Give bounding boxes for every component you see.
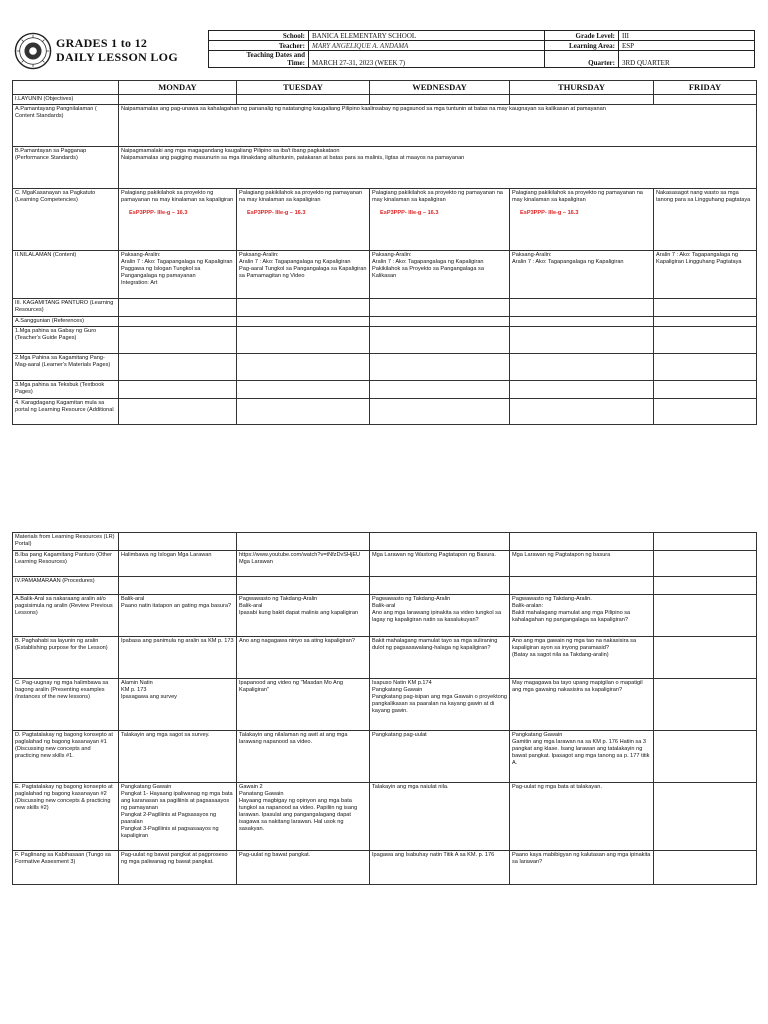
day-cell	[119, 299, 237, 317]
day-header: MONDAY	[119, 81, 237, 95]
table-row	[13, 381, 757, 399]
table-row	[13, 251, 757, 299]
row-label: I.LAYUNIN (Objectives)	[13, 95, 119, 105]
day-cell	[510, 595, 654, 637]
day-cell	[370, 731, 510, 783]
table-row	[13, 533, 757, 551]
day-cell	[510, 381, 654, 399]
day-cell	[654, 354, 757, 381]
day-cell	[237, 189, 370, 251]
table-row	[13, 299, 757, 317]
day-cell	[370, 551, 510, 577]
day-cell	[237, 299, 370, 317]
day-cell	[119, 95, 237, 105]
table-row	[13, 679, 757, 731]
day-cell	[119, 327, 237, 354]
day-cell	[237, 251, 370, 299]
cell-text: Pangkatang Gawain Gamitin ang mga larawan na sa KM p. 176 Hatiin sa 3 pangkat ang klase. Isang larawan ang tatalakayin ng bawat pangkat. Ipasagot ang mga tanong sa p. 177 titik A.	[512, 732, 650, 766]
day-cell	[237, 637, 370, 679]
day-cell	[370, 679, 510, 731]
day-cell	[119, 251, 237, 299]
cell-text: Pag-uulat ng bawat pangkat.	[239, 852, 311, 858]
day-cell	[237, 679, 370, 731]
cell-text: Mga Larawan ng Pagtatapon ng basura	[512, 552, 611, 558]
day-cell	[237, 533, 370, 551]
day-cell	[370, 299, 510, 317]
table-row	[13, 731, 757, 783]
cell-text: Pagwawasto ng Takdang-Aralin Balik-aral Ipasabi kung bakit dapat malinis ang kapaligiran	[239, 596, 359, 616]
cell-text: Palagiang pakikilahok sa proyekto ng pamayanan na may kinalaman sa kapaligiran	[372, 190, 503, 203]
row-label: C. Pag-uugnay ng mga halimbawa sa bagong aralin (Presenting examples /instances of the new lessons)	[13, 679, 119, 731]
teacher-label: Teacher:	[209, 41, 309, 51]
day-cell	[370, 577, 510, 595]
day-cell	[510, 251, 654, 299]
table-row	[13, 95, 757, 105]
day-cell	[654, 577, 757, 595]
day-cell	[237, 327, 370, 354]
day-cell	[370, 317, 510, 327]
day-cell	[119, 381, 237, 399]
info-table	[208, 30, 755, 68]
day-cell	[370, 851, 510, 885]
table-row	[13, 327, 757, 354]
day-cell	[510, 637, 654, 679]
day-cell	[237, 851, 370, 885]
day-cell	[654, 381, 757, 399]
cell-text: Palagiang pakikilahok sa proyekto ng pamayanan na may kinalaman sa kapaligiran	[239, 190, 363, 203]
quarter-label: Quarter:	[545, 51, 619, 68]
day-cell	[654, 189, 757, 251]
day-cell	[119, 551, 237, 577]
day-cell	[510, 731, 654, 783]
table-row	[13, 851, 757, 885]
day-cell	[370, 189, 510, 251]
day-cell	[237, 381, 370, 399]
day-cell	[119, 533, 237, 551]
cell-text: Pangkatang Gawain Pangkat 1- Hayaang ipaliwanag ng mga bata ang karanasan sa pagiliinis at pagsasaayos ng pamayanan Pangkat 2-Pagiliinis at Pagsasayos ng paaralan Pangkat 3-Pagiliinis at pagsasaayos ng kapaligiran	[121, 784, 233, 839]
deped-seal-icon	[14, 32, 52, 70]
cell-text: Palagiang pakikilahok sa proyekto ng pamayanan na may kinalaman sa kapaligiran	[512, 190, 643, 203]
day-cell	[237, 731, 370, 783]
day-cell	[510, 551, 654, 577]
competency-code: EsP3PPP- IIIe-g – 16.3	[520, 210, 579, 216]
cell-text: Ano ang mga gawain ng mga tao na nakasisira sa kapaligiran ayon sa inyong paramasid? (Batay sa sagot nila sa Takdang-aralin)	[512, 638, 637, 658]
day-cell	[654, 251, 757, 299]
day-header: TUESDAY	[237, 81, 370, 95]
day-cell	[654, 783, 757, 851]
table-row	[13, 637, 757, 679]
day-cell	[119, 317, 237, 327]
cell-text: Talakayin ang mga naiulat nila.	[372, 784, 449, 790]
cell-text: Pag-uulat ng mga bata at talakayan.	[512, 784, 602, 790]
day-cell	[119, 595, 237, 637]
day-cell	[370, 381, 510, 399]
table-row	[13, 105, 757, 147]
day-cell	[510, 299, 654, 317]
cell-text: https://www.youtube.com/watch?v=tNfzDvSHjEU Mga Larawan	[239, 552, 361, 565]
day-cell	[237, 551, 370, 577]
row-label: D. Pagtatalakay ng bagong konsepto at paglalahad ng bagong kasanayan #1 (Discussing new concepts and practicing new skills #1.	[13, 731, 119, 783]
dates-value: MARCH 27-31, 2023 (WEEK 7)	[309, 51, 545, 68]
day-cell	[370, 533, 510, 551]
day-cell	[654, 317, 757, 327]
cell-text: Ipabasa ang panimula ng aralin sa KM p. 173	[121, 638, 234, 644]
day-cell	[654, 637, 757, 679]
title-line-2: DAILY LESSON LOG	[56, 50, 178, 64]
dates-label-line-1: Teaching Dates and	[246, 51, 305, 59]
day-cell	[119, 783, 237, 851]
day-cell	[119, 399, 237, 425]
day-cell	[370, 95, 510, 105]
day-header: WEDNESDAY	[370, 81, 510, 95]
cell-text: Balik-aral Paano natin itatapon an gating mga basura?	[121, 596, 232, 609]
cell-text: Palagiang pakikilahok sa proyekto ng pamayanan na may kinalaman sa kapaligiran	[121, 190, 234, 203]
school-label: School:	[209, 31, 309, 41]
row-content: Naipagmamalaki ang mga magagandang kaugaliang Pilipino sa iba't ibang pagkakataon Naipamamalas ang pagiging masunurin sa mga itinakdang alituntunin, patakaran at batas para sa malinis, ligtas at maayos na pamayanan	[119, 147, 757, 189]
row-label: B.Pamantayan sa Pagganap (Performance Standards)	[13, 147, 119, 189]
cell-text: Paksang-Aralin: Aralin 7 : Ako: Tagapangalaga ng Kapaligiran Paggawa ng Islogan Tungkol sa Pangangalaga ng pamayanan Integration: Art	[121, 252, 233, 286]
cell-text: Alamin Natin KM p. 173 Ipasagawa ang survey	[121, 680, 177, 700]
day-cell	[654, 95, 757, 105]
area-label: Learning Area:	[545, 41, 619, 51]
day-cell	[119, 577, 237, 595]
day-cell	[370, 327, 510, 354]
table-row	[13, 595, 757, 637]
day-cell	[237, 577, 370, 595]
day-cell	[510, 783, 654, 851]
cell-text: Paksang-Aralin: Aralin 7 : Ako: Tagapangalaga ng Kapaligiran Pag-aaral Tungkol sa Pangangalaga sa Kapaligiran sa Pamamagitan ng Video	[239, 252, 367, 279]
cell-text: Talakayin ang nilalaman ng awit at ang mga larawang napanood sa video.	[239, 732, 348, 745]
day-cell	[370, 783, 510, 851]
table-row	[13, 189, 757, 251]
day-cell	[237, 783, 370, 851]
row-label: Materials from Learning Resources (LR) Portal)	[13, 533, 119, 551]
day-cell	[370, 637, 510, 679]
day-cell	[237, 595, 370, 637]
day-cell	[370, 251, 510, 299]
day-cell	[237, 354, 370, 381]
table-row	[13, 783, 757, 851]
school-value: BANICA ELEMENTARY SCHOOL	[309, 31, 545, 41]
cell-text: Ipapanood ang video ng "Masdan Mo Ang Kapaligiran"	[239, 680, 343, 693]
row-label: III. KAGAMITANG PANTURO (Learning Resources)	[13, 299, 119, 317]
cell-text: Paksang-Aralin: Aralin 7 : Ako: Tagapangalaga ng Kapaligiran	[512, 252, 624, 265]
cell-text: Ipagawa ang Isabuhay natin Titik A sa KM. p. 176	[372, 852, 495, 858]
day-cell	[370, 354, 510, 381]
cell-text: May magagawa ba tayo upang mapigilan o mapatigil ang mga gawaing nakasisira sa kapaligiran?	[512, 680, 643, 693]
row-content: Naipamamalas ang pag-unawa sa kahalagahan ng pananalig ng natatanging kaugaliang Pilipino kaalinsabay ng pagsunod sa mga tuntunin at batas na may kaugnayan sa kalikasan at pamayanan	[119, 105, 757, 147]
day-cell	[119, 731, 237, 783]
row-label: A.Sanggunian (References)	[13, 317, 119, 327]
day-cell	[237, 95, 370, 105]
day-cell	[654, 399, 757, 425]
day-cell	[370, 399, 510, 425]
lesson-table-part-2	[12, 532, 757, 885]
grade-value: III	[619, 31, 755, 41]
cell-text: Nakasasagot nang wasto sa mga tanong para sa Lingguhang pagtataya	[656, 190, 751, 203]
day-cell	[510, 399, 654, 425]
day-cell	[654, 679, 757, 731]
day-cell	[510, 679, 654, 731]
day-header-row	[13, 81, 757, 95]
row-label: II.NILALAMAN (Content)	[13, 251, 119, 299]
day-cell	[654, 851, 757, 885]
dates-label	[209, 51, 309, 68]
lesson-table-part-1	[12, 80, 757, 425]
cell-text: Mga Larawan ng Wastong Pagtatapon ng Basura.	[372, 552, 496, 558]
cell-text: Halimbawa ng Islogan Mga Larawan	[121, 552, 212, 558]
teacher-value: MARY ANGELIQUE A. ANDAMA	[309, 41, 545, 51]
row-label: IV.PAMAMARAAN (Procedures)	[13, 577, 119, 595]
corner-header	[13, 81, 119, 95]
day-cell	[510, 95, 654, 105]
cell-text: Ano ang nagagawa ninyo sa ating kapaligiran?	[239, 638, 356, 644]
cell-text: Pag-uulat ng bawat pangkat at pagproseso ng mga paliwanag ng bawat pangkat.	[121, 852, 228, 865]
day-cell	[654, 731, 757, 783]
table-row	[13, 551, 757, 577]
day-cell	[237, 317, 370, 327]
day-cell	[510, 577, 654, 595]
cell-text: Bakit mahalagang mamulat tayo sa mga suliraning dulot ng pagsasawalang-halaga ng kapaligiran?	[372, 638, 498, 651]
day-cell	[510, 189, 654, 251]
grade-label: Grade Level:	[545, 31, 619, 41]
cell-text: Gawain 2 Panatang Gawain Hayaang magbigay ng opinyon ang mga bata tungkol sa napanood sa video. Papiliin ng isang larawan. Ipasulat ang pangangalagang dapat isagawa sa nakitang larawan. Hal usok ng sasakyan.	[239, 784, 358, 832]
day-cell	[510, 851, 654, 885]
title-line-1: GRADES 1 to 12	[56, 36, 148, 50]
row-label: B. Paghahabi sa layunin ng aralin (Establishing purpose for the Lesson)	[13, 637, 119, 679]
competency-code: EsP3PPP- IIIe-g – 16.3	[247, 210, 306, 216]
row-label: 1.Mga pahina sa Gabay ng Guro (Teacher's Guide Pages)	[13, 327, 119, 354]
row-label: C. MgaKasanayan sa Pagkatuto (Learning Competencies)	[13, 189, 119, 251]
table-row	[13, 317, 757, 327]
cell-text: Pangkatang pag-uulat	[372, 732, 427, 738]
day-cell	[654, 299, 757, 317]
quarter-value: 3RD QUARTER	[619, 51, 755, 68]
area-value: ESP	[619, 41, 755, 51]
cell-text: Talakayin ang mga sagot sa survey.	[121, 732, 210, 738]
row-label: E. Pagtatalakay ng bagong konsepto at paglalahad ng bagong kasanayan #2 (Discussing new concepts & practicing new skills #2)	[13, 783, 119, 851]
day-cell	[370, 595, 510, 637]
day-header: FRIDAY	[654, 81, 757, 95]
day-cell	[510, 533, 654, 551]
cell-text: Pagwawasto ng Takdang-Aralin Balik-aral Ano ang mga larawang ipinakita sa video tungkol sa lagay ng kapaligiran natin sa kasalukuyan?	[372, 596, 502, 623]
day-cell	[654, 327, 757, 354]
table-row	[13, 577, 757, 595]
row-label: F. Paglinang sa Kabihasaan (Tungo sa Formative Assesment 3)	[13, 851, 119, 885]
row-label: A.Pamantayang Pangnilalaman ( Content Standards)	[13, 105, 119, 147]
row-label: 2.Mga Pahina sa Kagamitang Pang-Mag-aaral (Learner's Materials Pages)	[13, 354, 119, 381]
day-cell	[654, 551, 757, 577]
cell-text: Paksang-Aralin: Aralin 7 : Ako: Tagapangalaga ng Kapaligiran Pakikilahok sa Proyekto sa Pangangalaga sa Kalikasan	[372, 252, 484, 279]
day-cell	[510, 327, 654, 354]
day-cell	[510, 317, 654, 327]
row-label: B.Iba pang Kagamitang Panturo (Other Learning Resources)	[13, 551, 119, 577]
row-label: 4. Karagdagang Kagamitan mula sa portal ng Learning Resource (Additional	[13, 399, 119, 425]
day-cell	[119, 189, 237, 251]
day-cell	[237, 399, 370, 425]
cell-text: Paano kaya mabibigyan ng kalutasan ang mga ipinakita sa larawan?	[512, 852, 651, 865]
day-cell	[119, 637, 237, 679]
competency-code: EsP3PPP- IIIe-g – 16.3	[129, 210, 188, 216]
day-cell	[654, 533, 757, 551]
table-row	[13, 399, 757, 425]
row-label: 3.Mga pahina sa Teksbuk (Textbook Pages)	[13, 381, 119, 399]
cell-text: Isapuso Natin KM p.174 Pangkatang Gawain Pangkatang pag-isipan ang mga Gawain o proyektong pangkalikasan sa paaralan na kayang gawin at di kayang gawin.	[372, 680, 507, 714]
row-label: A.Balik-Aral sa nakaraang aralin at/o pagsisimula ng aralin (Review Previous Lessons)	[13, 595, 119, 637]
table-row	[13, 354, 757, 381]
dates-label-line-2: Time:	[287, 59, 305, 67]
document-title	[56, 36, 178, 64]
cell-text: Aralin 7 : Ako: Tagapangalaga ng Kapaligiran Lingguhang Pagtataya	[656, 252, 742, 265]
competency-code: EsP3PPP- IIIe-g – 16.3	[380, 210, 439, 216]
table-row	[13, 147, 757, 189]
day-cell	[510, 354, 654, 381]
day-cell	[119, 851, 237, 885]
day-header: THURSDAY	[510, 81, 654, 95]
day-cell	[654, 595, 757, 637]
day-cell	[119, 679, 237, 731]
cell-text: Pagwawasto ng Takdang-Aralin. Balik-aralan: Bakit mahalagang mamulat ang mga Pilipino sa kahalagahan ng pangangalaga sa kapaligiran?	[512, 596, 631, 623]
day-cell	[119, 354, 237, 381]
